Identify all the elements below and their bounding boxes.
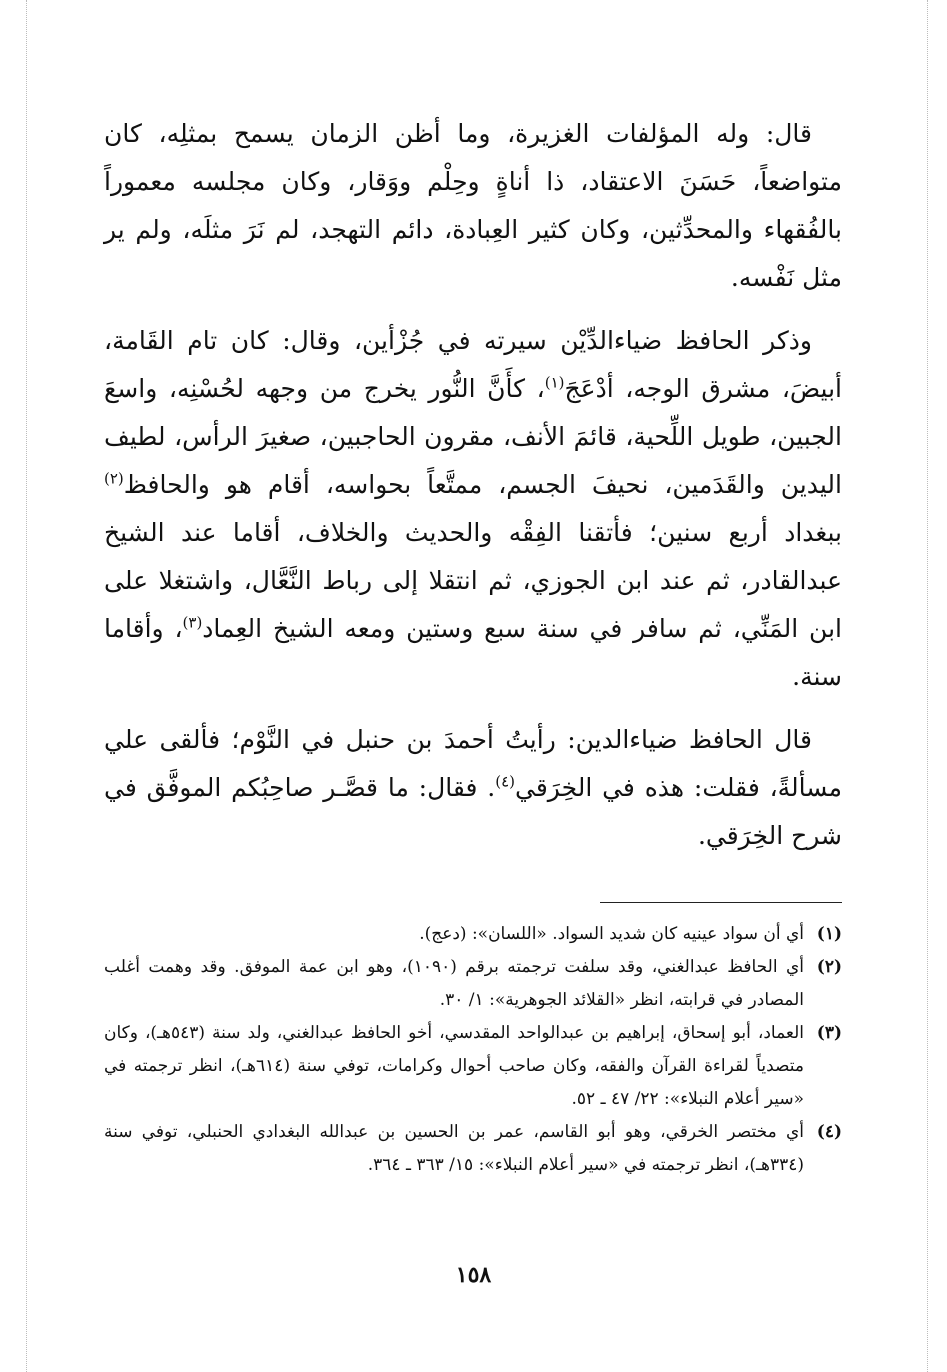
footnote-text: أي أن سواد عينيه كان شديد السواد. «اللسان»: (دعج). — [419, 924, 804, 944]
page-edge-right — [927, 0, 928, 1372]
footnote-number: (٣) — [816, 1023, 842, 1043]
paragraph-2 — [104, 317, 842, 701]
main-text — [104, 110, 842, 875]
footnote-ref-3: (٣) — [182, 613, 203, 632]
footnotes — [104, 918, 842, 1182]
paragraph-1 — [104, 110, 842, 302]
footnote-3 — [104, 1017, 842, 1116]
footnote-ref-1: (١) — [544, 373, 565, 392]
footnote-ref-2: (٢) — [104, 469, 124, 488]
footnote-text: العماد، أبو إسحاق، إبراهيم بن عبدالواحد المقدسي، أخو الحافظ عبدالغني، ولد سنة (٥٤٣هـ)، وكان متصدياً لقراءة القرآن والفقه، وكان صاحب أحوال وكرامات، توفي سنة (٦١٤هـ)، انظر ترجمته في «سير أعلام النبلاء»: ٢٢/ ٤٧ ـ ٥٢. — [104, 1023, 805, 1109]
paragraph-text: . فقال: ما قصَّـر صاحِبُكم الموفَّق في شرح الخِرَقي. — [104, 773, 842, 850]
footnote-text: أي مختصر الخرقي، وهو أبو القاسم، عمر بن الحسين بن عبدالله البغدادي الحنبلي، توفي سنة (٣٣٤هـ)، انظر ترجمته في «سير أعلام النبلاء»: ١٥/ ٣٦٣ ـ ٣٦٤. — [104, 1122, 804, 1175]
footnote-separator — [600, 902, 842, 903]
footnote-1 — [104, 918, 842, 951]
page-number: ١٥٨ — [455, 1262, 492, 1288]
paragraph-3 — [104, 716, 842, 860]
paragraph-text: قال: وله المؤلفات الغزيرة، وما أظن الزمان يسمح بمثلِه، كان متواضعاً، حَسَنَ الاعتقاد، ذا أناةٍ وحِلْم ووَقار، وكان مجلسه معموراً بالفُقهاء والمحدِّثين، وكان كثير العِبادة، دائم التهجد، لم نَرَ مثلَه، ولم ير مثل نَفْسه. — [104, 119, 842, 292]
footnote-text: أي الحافظ عبدالغني، وقد سلفت ترجمته برقم (١٠٩٠)، وهو ابن عمة الموفق. وقد وهمت أغلب المصادر في قرابته، انظر «القلائد الجوهرية»: ١/ ٣٠. — [104, 957, 804, 1010]
page-edge-left — [26, 0, 27, 1372]
footnote-number: (٤) — [816, 1122, 842, 1142]
footnote-number: (٢) — [816, 957, 842, 977]
paragraph-text: وذكر الحافظ ضياءالدِّيْن سيرته في جُزْأين، وقال: كان تام القَامة، أبيضَ، مشرق الوجه، أدْعَجَ — [104, 326, 843, 403]
footnote-ref-4: (٤) — [495, 772, 515, 791]
footnote-number: (١) — [816, 924, 842, 944]
footnote-4 — [104, 1116, 842, 1182]
footnote-2 — [104, 951, 842, 1017]
paragraph-text: ببغداد أربع سنين؛ فأتقنا الفِقْه والحديث والخلاف، أقاما عند الشيخ عبدالقادر، ثم عند ابن الجوزي، ثم انتقلا إلى رباط النَّعَّال، واشتغلا على ابن المَنِّي، ثم سافر في سنة سبع وستين ومعه الشيخ العِماد — [104, 518, 842, 643]
paragraph-text: ، وأقاما سنة. — [104, 614, 842, 691]
paragraph-text: ، كأَنَّ النُّور يخرج من وجهه لحُسْنِه، واسعَ الجبين، طويل اللِّحية، قائمَ الأنف، مقرون الحاجبين، صغيرَ الرأس، لطيف اليدين والقَدَمين، نحيفَ الجسم، ممتَّعاً بحواسه، أقام هو والحافظ — [104, 374, 842, 499]
paragraph-text: قال الحافظ ضياءالدين: رأيتُ أحمدَ بن حنبل في النَّوْم؛ فألقى علي مسألةً، فقلت: هذه في الخِرَقي — [104, 725, 842, 802]
